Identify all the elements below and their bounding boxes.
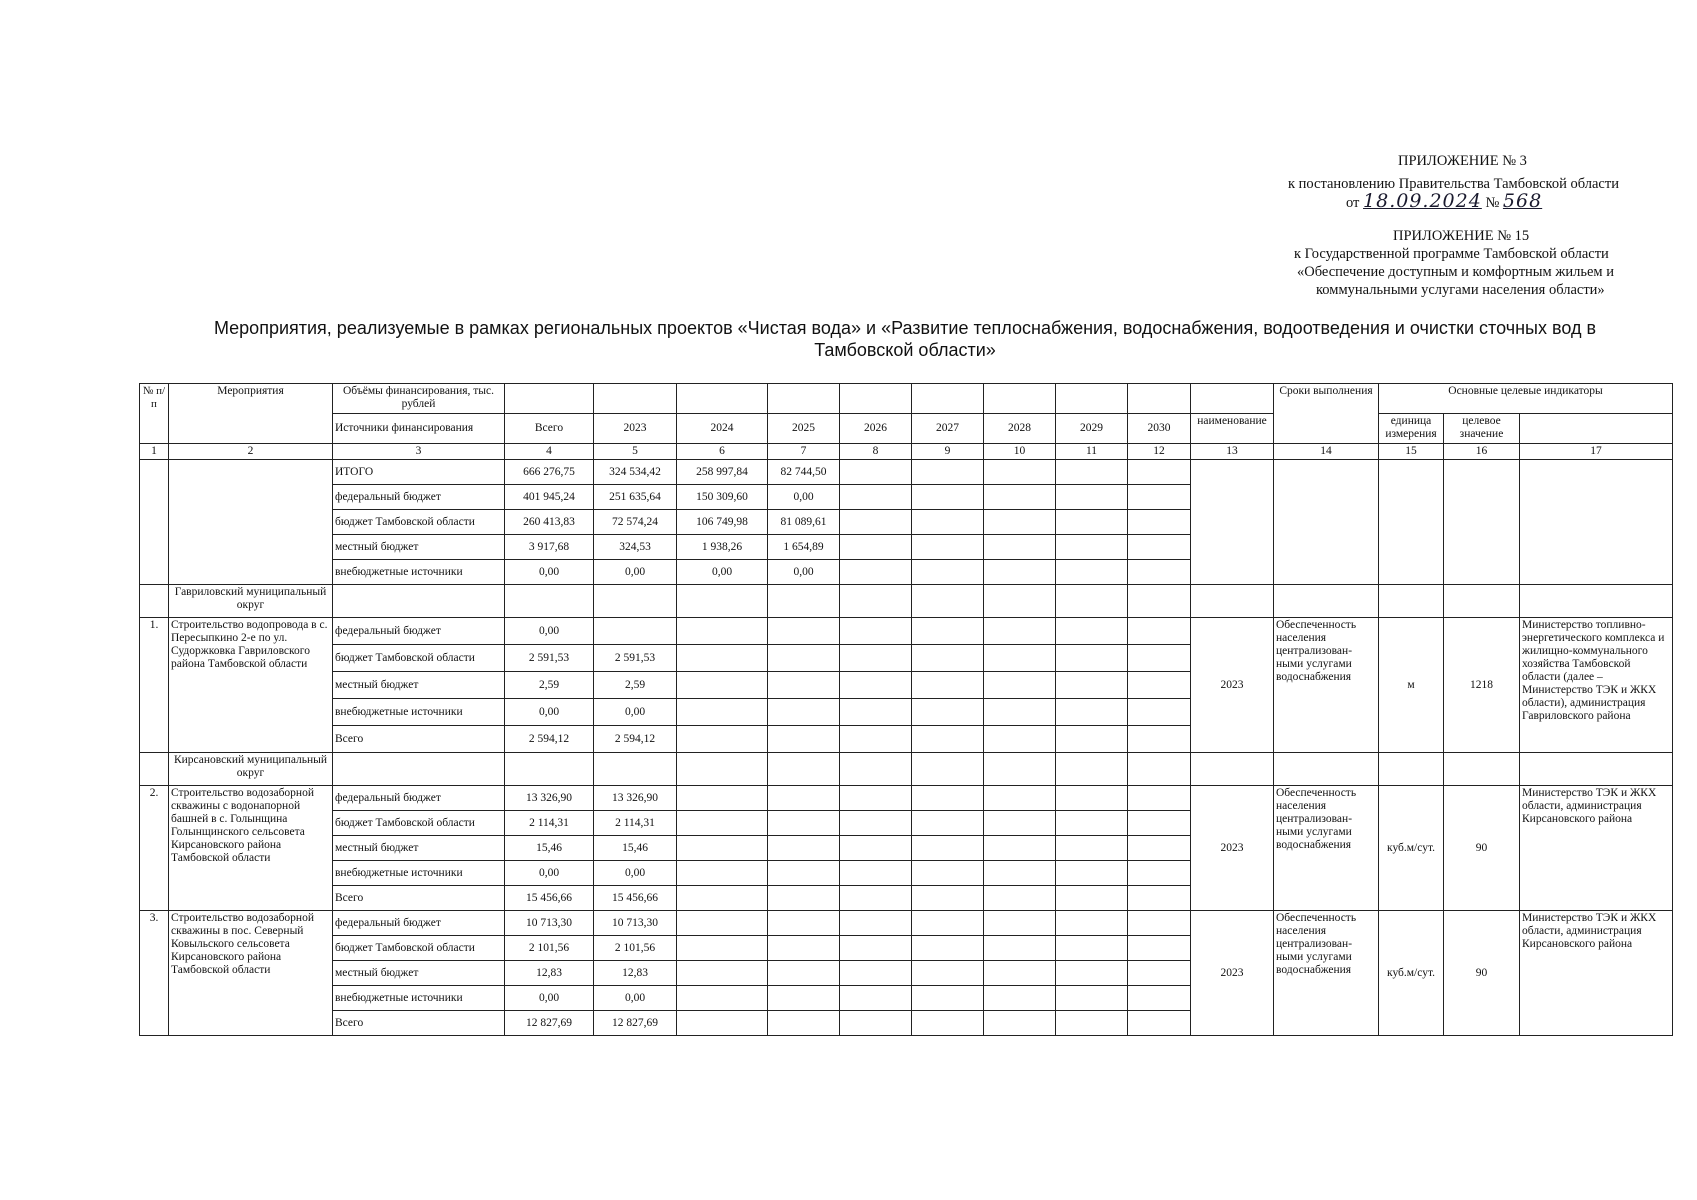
item-deadline: 2023 xyxy=(1191,911,1274,1036)
header-2029: 2029 xyxy=(1056,414,1128,444)
appendix3-ref: к постановлению Правительства Тамбовской области xyxy=(1288,176,1619,192)
appendix3-title: ПРИЛОЖЕНИЕ № 3 xyxy=(1398,153,1527,169)
col-number: 16 xyxy=(1444,444,1520,460)
y2024-cell: 106 749,98 xyxy=(677,510,768,535)
header-num: № п/п xyxy=(140,384,169,444)
y2023-cell xyxy=(594,618,677,645)
y2023-cell: 13 326,90 xyxy=(594,786,677,811)
item-customer: Министерство топливно-энергетического комплекса и жилищно-коммунального хозяйства Тамбовской области (далее – Министерство ТЭК и ЖКХ области), администрация Гавриловского района xyxy=(1520,618,1673,753)
source-cell: местный бюджет xyxy=(333,535,505,560)
source-cell: бюджет Тамбовской области xyxy=(333,510,505,535)
header-2027: 2027 xyxy=(912,414,984,444)
appendix15-line2: «Обеспечение доступным и комфортным жильем и xyxy=(1297,264,1614,280)
total-cell: 666 276,75 xyxy=(505,460,594,485)
y2023-cell: 15 456,66 xyxy=(594,886,677,911)
item-customer: Министерство ТЭК и ЖКХ области, администрация Кирсановского района xyxy=(1520,911,1673,1036)
col-number: 2 xyxy=(169,444,333,460)
y2024-cell: 150 309,60 xyxy=(677,485,768,510)
y2023-cell: 324,53 xyxy=(594,535,677,560)
total-cell: 13 326,90 xyxy=(505,786,594,811)
total-cell: 12,83 xyxy=(505,961,594,986)
source-cell: Всего xyxy=(333,886,505,911)
source-cell: местный бюджет xyxy=(333,961,505,986)
district-label: Гавриловский муниципальный округ xyxy=(169,585,333,618)
header-2025: 2025 xyxy=(768,414,840,444)
item-number: 2. xyxy=(140,786,169,911)
y2023-cell: 15,46 xyxy=(594,836,677,861)
number-prefix: № xyxy=(1485,195,1500,211)
header-2023: 2023 xyxy=(594,414,677,444)
measures-table xyxy=(139,383,1673,1036)
y2023-cell: 12,83 xyxy=(594,961,677,986)
y2024-cell: 0,00 xyxy=(677,560,768,585)
y2023-cell: 2 114,31 xyxy=(594,811,677,836)
source-cell: местный бюджет xyxy=(333,836,505,861)
total-cell: 2 114,31 xyxy=(505,811,594,836)
total-cell: 2,59 xyxy=(505,672,594,699)
source-cell: внебюджетные источники xyxy=(333,699,505,726)
y2023-cell: 324 534,42 xyxy=(594,460,677,485)
source-cell: федеральный бюджет xyxy=(333,786,505,811)
y2023-cell: 2 591,53 xyxy=(594,645,677,672)
total-cell: 0,00 xyxy=(505,618,594,645)
total-cell: 2 594,12 xyxy=(505,726,594,753)
indicator-name: Обеспеченность населения централизован-ными услугами водоснабжения xyxy=(1274,786,1379,911)
header-2024: 2024 xyxy=(677,414,768,444)
col-number: 11 xyxy=(1056,444,1128,460)
item-name: Строительство водозаборной скважины в пос. Северный Ковыльского сельсовета Кирсановского района Тамбовской области xyxy=(169,911,333,1036)
document-date-line xyxy=(1346,190,1543,212)
header-deadlines: Сроки выполнения xyxy=(1274,384,1379,444)
title-line2: Тамбовской области» xyxy=(814,340,996,360)
source-cell: бюджет Тамбовской области xyxy=(333,645,505,672)
total-cell: 0,00 xyxy=(505,986,594,1011)
y2023-cell: 10 713,30 xyxy=(594,911,677,936)
y2023-cell: 12 827,69 xyxy=(594,1011,677,1036)
column-numbers-row xyxy=(140,444,1673,460)
total-cell: 15 456,66 xyxy=(505,886,594,911)
appendix15-title: ПРИЛОЖЕНИЕ № 15 xyxy=(1393,228,1530,244)
col-number: 7 xyxy=(768,444,840,460)
col-number: 10 xyxy=(984,444,1056,460)
title-line1: Мероприятия, реализуемые в рамках региональных проектов «Чистая вода» и «Развитие теплоснабжения, водоснабжения, водоотведения и очистки сточных вод в xyxy=(213,318,1597,338)
table-row xyxy=(140,460,1673,485)
document-title xyxy=(140,317,1670,361)
item-number: 1. xyxy=(140,618,169,753)
col-number: 13 xyxy=(1191,444,1274,460)
source-cell: федеральный бюджет xyxy=(333,618,505,645)
y2023-cell: 0,00 xyxy=(594,861,677,886)
document-date: 18.09.2024 xyxy=(1363,190,1482,212)
col-number: 12 xyxy=(1128,444,1191,460)
table-row xyxy=(140,618,1673,645)
header-2026: 2026 xyxy=(840,414,912,444)
source-cell: местный бюджет xyxy=(333,672,505,699)
table-header-row xyxy=(140,414,1673,444)
col-number: 4 xyxy=(505,444,594,460)
source-cell: внебюджетные источники xyxy=(333,861,505,886)
col-number: 14 xyxy=(1274,444,1379,460)
y2023-cell: 72 574,24 xyxy=(594,510,677,535)
y2023-cell: 2 594,12 xyxy=(594,726,677,753)
y2025-cell: 1 654,89 xyxy=(768,535,840,560)
district-row xyxy=(140,753,1673,786)
item-number: 3. xyxy=(140,911,169,1036)
source-cell: Всего xyxy=(333,726,505,753)
total-cell: 15,46 xyxy=(505,836,594,861)
y2023-cell: 0,00 xyxy=(594,560,677,585)
total-cell: 10 713,30 xyxy=(505,911,594,936)
total-cell: 12 827,69 xyxy=(505,1011,594,1036)
header-ind-target: целевое значение xyxy=(1444,414,1520,444)
indicator-unit: куб.м/сут. xyxy=(1379,911,1444,1036)
y2023-cell: 2,59 xyxy=(594,672,677,699)
indicator-target: 90 xyxy=(1444,786,1520,911)
source-cell: Всего xyxy=(333,1011,505,1036)
total-cell: 2 591,53 xyxy=(505,645,594,672)
y2025-cell: 0,00 xyxy=(768,485,840,510)
col-number: 8 xyxy=(840,444,912,460)
y2023-cell: 251 635,64 xyxy=(594,485,677,510)
date-prefix: от xyxy=(1346,195,1360,211)
total-cell: 3 917,68 xyxy=(505,535,594,560)
header-total: Всего xyxy=(505,414,594,444)
y2024-cell: 258 997,84 xyxy=(677,460,768,485)
header-2030: 2030 xyxy=(1128,414,1191,444)
table-row xyxy=(140,786,1673,811)
source-cell: ИТОГО xyxy=(333,460,505,485)
total-cell: 2 101,56 xyxy=(505,936,594,961)
district-row xyxy=(140,585,1673,618)
appendix15-line3: коммунальными услугами населения области» xyxy=(1316,282,1605,298)
item-name: Строительство водопровода в с. Пересыпкино 2-е по ул. Судоржковка Гавриловского района Тамбовской области xyxy=(169,618,333,753)
document-number: 568 xyxy=(1502,190,1543,212)
header-funding: Объёмы финансирования, тыс. рублей xyxy=(333,384,505,414)
indicator-name: Обеспеченность населения централизован-ными услугами водоснабжения xyxy=(1274,618,1379,753)
y2023-cell: 0,00 xyxy=(594,986,677,1011)
table-row xyxy=(140,911,1673,936)
source-cell: бюджет Тамбовской области xyxy=(333,936,505,961)
indicator-unit: м xyxy=(1379,618,1444,753)
indicator-target: 1218 xyxy=(1444,618,1520,753)
y2023-cell: 2 101,56 xyxy=(594,936,677,961)
header-indicators: Основные целевые индикаторы xyxy=(1379,384,1673,414)
source-cell: внебюджетные источники xyxy=(333,986,505,1011)
item-deadline: 2023 xyxy=(1191,618,1274,753)
y2024-cell: 1 938,26 xyxy=(677,535,768,560)
source-cell: внебюджетные источники xyxy=(333,560,505,585)
header-ind-unit: единица измерения xyxy=(1379,414,1444,444)
source-cell: федеральный бюджет xyxy=(333,485,505,510)
indicator-target: 90 xyxy=(1444,911,1520,1036)
col-number: 1 xyxy=(140,444,169,460)
district-label: Кирсановский муниципальный округ xyxy=(169,753,333,786)
header-2028: 2028 xyxy=(984,414,1056,444)
header-ind-name: наименование xyxy=(1191,414,1274,444)
total-cell: 401 945,24 xyxy=(505,485,594,510)
col-number: 5 xyxy=(594,444,677,460)
col-number: 17 xyxy=(1520,444,1673,460)
y2025-cell: 0,00 xyxy=(768,560,840,585)
y2023-cell: 0,00 xyxy=(594,699,677,726)
item-name: Строительство водозаборной скважины с водонапорной башней в с. Голынщина Голынщинского сельсовета Кирсановского района Тамбовской области xyxy=(169,786,333,911)
total-cell: 0,00 xyxy=(505,861,594,886)
header-sources: Источники финансирования xyxy=(333,414,505,444)
indicator-unit: куб.м/сут. xyxy=(1379,786,1444,911)
table-header-row xyxy=(140,384,1673,414)
indicator-name: Обеспеченность населения централизован-ными услугами водоснабжения xyxy=(1274,911,1379,1036)
header-measures: Мероприятия xyxy=(169,384,333,444)
col-number: 9 xyxy=(912,444,984,460)
total-cell: 260 413,83 xyxy=(505,510,594,535)
total-cell: 0,00 xyxy=(505,560,594,585)
source-cell: бюджет Тамбовской области xyxy=(333,811,505,836)
source-cell: федеральный бюджет xyxy=(333,911,505,936)
y2025-cell: 81 089,61 xyxy=(768,510,840,535)
y2025-cell: 82 744,50 xyxy=(768,460,840,485)
col-number: 3 xyxy=(333,444,505,460)
appendix15-line1: к Государственной программе Тамбовской области xyxy=(1294,246,1609,262)
item-deadline: 2023 xyxy=(1191,786,1274,911)
col-number: 15 xyxy=(1379,444,1444,460)
item-customer: Министерство ТЭК и ЖКХ области, администрация Кирсановского района xyxy=(1520,786,1673,911)
col-number: 6 xyxy=(677,444,768,460)
total-cell: 0,00 xyxy=(505,699,594,726)
